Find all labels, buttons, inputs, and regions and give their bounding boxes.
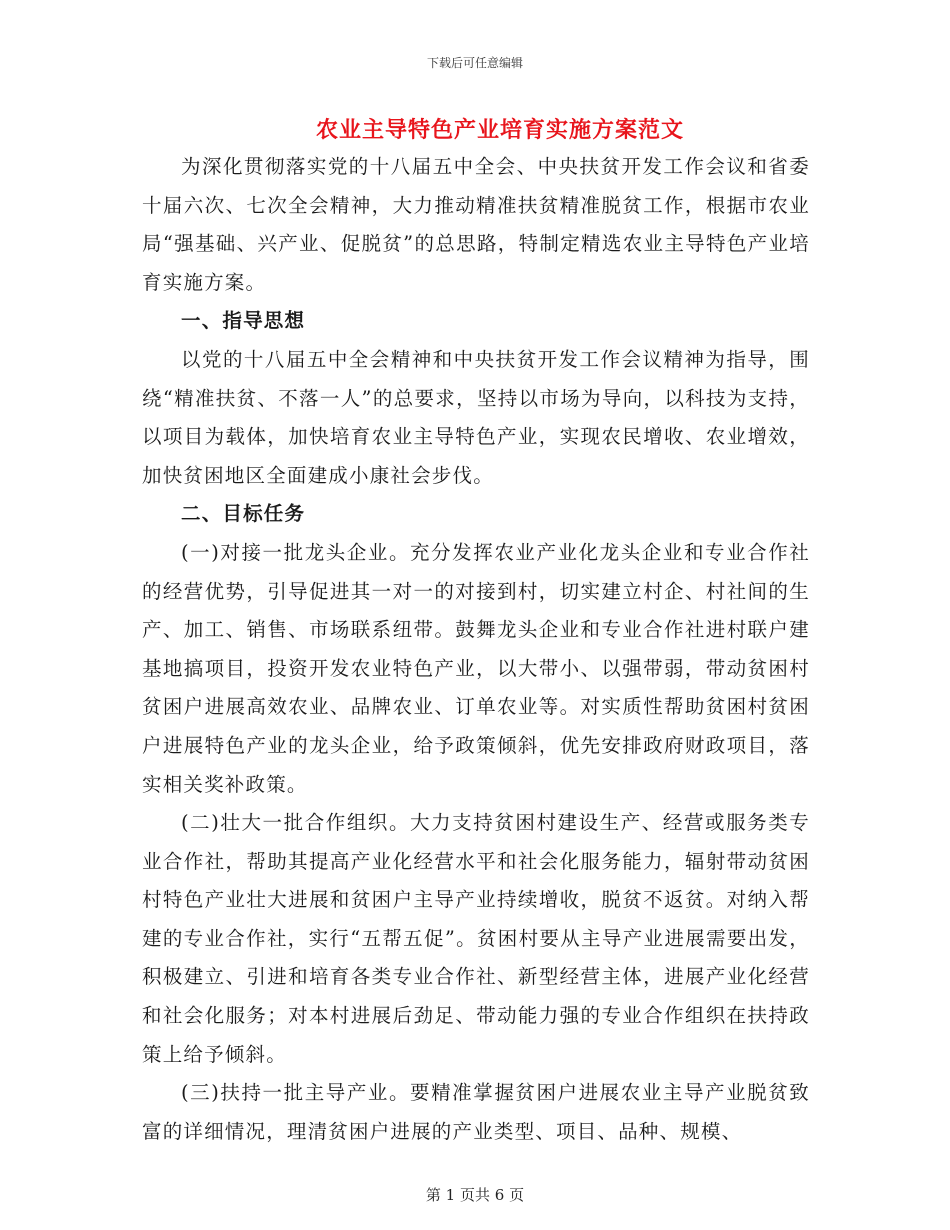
task-paragraph-cooperatives: (二)壮大一批合作组织。大力支持贫困村建设生产、经营或服务类专业合作社，帮助其提高产业化经营水平和社会化服务能力，辐射带动贫困村特色产业壮大进展和贫困户主导产业持续增收，脱贫不返贫。对纳入帮建的专业合作社，实行“五帮五促”。贫困村要从主导产业进展需要出发，积极建立、引进和培育各类专业合作社、新型经营主体，进展产业化经营和社会化服务；对本村进展后劲足、带动能力强的专业合作组织在扶持政策上给予倾斜。 xyxy=(142,811,810,1066)
section-heading-guiding-ideology: 一、指导思想 xyxy=(181,309,306,333)
page-header-note: 下载后可任意编辑 xyxy=(426,56,523,70)
page-number-footer: 第 1 页共 6 页 xyxy=(425,1186,525,1204)
guiding-ideology-paragraph: 以党的十八届五中全会精神和中央扶贫开发工作会议精神为指导，围绕“精准扶贫、不落一人”的总要求，坚持以市场为导向，以科技为支持，以项目为载体，加快培育农业主导特色产业，实现农民增收、农业增效，加快贫困地区全面建成小康社会步伐。 xyxy=(142,347,810,487)
task-paragraph-leading-enterprises: (一)对接一批龙头企业。充分发挥农业产业化龙头企业和专业合作社的经营优势，引导促进其一对一的对接到村，切实建立村企、村社间的生产、加工、销售、市场联系纽带。鼓舞龙头企业和专业合作社进村联户建基地搞项目，投资开发农业特色产业，以大带小、以强带弱，带动贫困村贫困户进展高效农业、品牌农业、订单农业等。对实质性帮助贫困村贫困户进展特色产业的龙头企业，给予政策倾斜，优先安排政府财政项目，落实相关奖补政策。 xyxy=(142,540,810,796)
task-paragraph-leading-industries: (三)扶持一批主导产业。要精准掌握贫困户进展农业主导产业脱贫致富的详细情况，理清贫困户进展的产业类型、项目、品种、规模、 xyxy=(142,1081,810,1143)
intro-paragraph: 为深化贯彻落实党的十八届五中全会、中央扶贫开发工作会议和省委十届六次、七次全会精神，大力推动精准扶贫精准脱贫工作，根据市农业局“强基础、兴产业、促脱贫”的总思路，特制定精选农业主导特色产业培育实施方案。 xyxy=(142,155,810,294)
document-body xyxy=(142,148,810,1151)
document-title: 农业主导特色产业培育实施方案范文 xyxy=(315,117,684,143)
section-heading-goals-tasks: 二、目标任务 xyxy=(181,502,306,526)
